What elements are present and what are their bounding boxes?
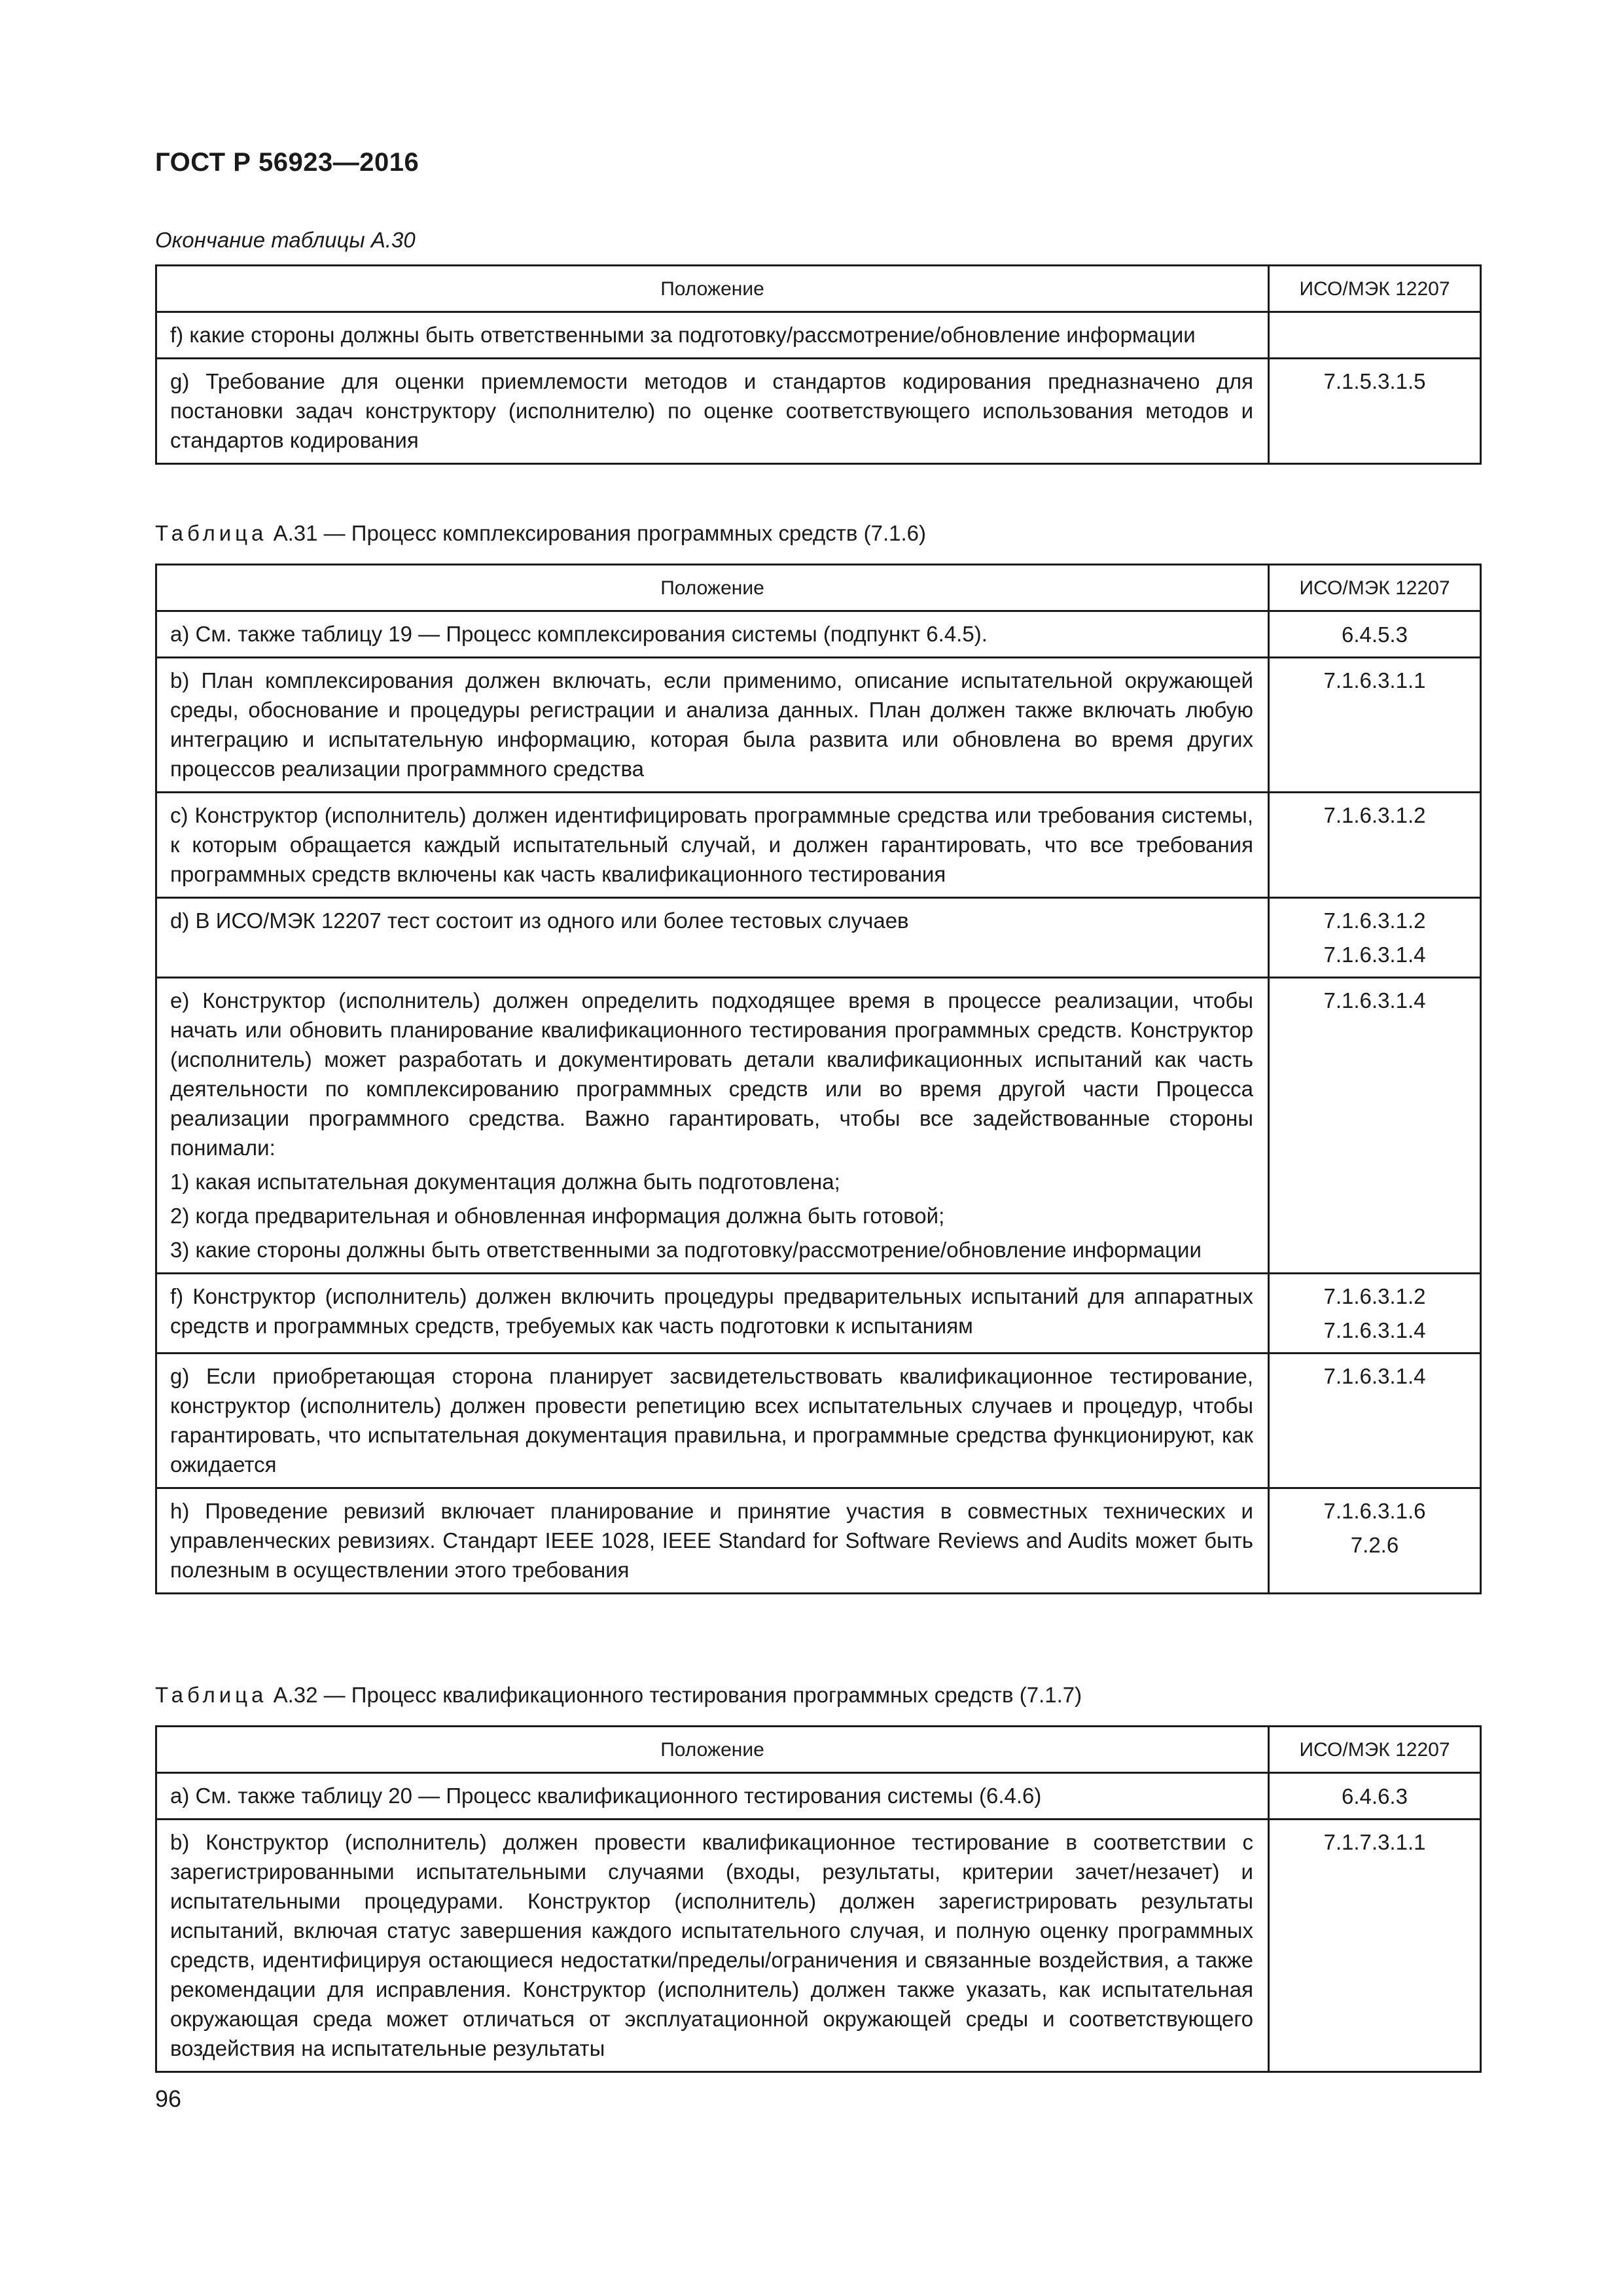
table-a30 [155, 264, 1482, 465]
reference-value: 7.1.6.3.1.4 [1323, 1318, 1426, 1342]
provision-cell: b) Конструктор (исполнитель) должен провести квалификационное тестирование в соответствии с зарегистрированными испытательными случаями (входы, результаты, критерии зачет/незачет) и испытательными процедурами. Конструктор (исполнитель) должен зарегистрировать результаты испытаний, включая статус завершения каждого испытательного случая, и полную оценку программных средств, идентифицируя остающиеся недостатки/пределы/ограничения и связанные воздействия, а также рекомендации для исправления. Конструктор (исполнитель) должен также указать, как испытательная окружающая среда может отличаться от эксплуатационной окружающей среды и соответствующего воздействия на испытательные результаты [156, 1820, 1269, 2072]
reference-cell [1269, 793, 1481, 898]
page-number: 96 [155, 2085, 182, 2112]
reference-value: 7.1.7.3.1.1 [1323, 1830, 1426, 1854]
reference-cell [1269, 898, 1481, 978]
table-row [156, 611, 1481, 658]
reference-cell [1269, 611, 1481, 658]
reference-value: 7.1.6.3.1.4 [1323, 1364, 1426, 1388]
table-row [156, 1773, 1481, 1820]
table-header-row [156, 565, 1481, 611]
reference-value: 7.1.5.3.1.5 [1323, 369, 1426, 393]
reference-value: 7.1.6.3.1.2 [1323, 1284, 1426, 1308]
table-row [156, 1354, 1481, 1488]
table-title: А.31 — Процесс комплексирования программных средств (7.1.6) [273, 521, 926, 545]
provision-subitem: 3) какие стороны должны быть ответственными за подготовку/рассмотрение/обновление информации [170, 1238, 1202, 1262]
provision-subitem: 2) когда предварительная и обновленная информация должна быть готовой; [170, 1204, 945, 1228]
reference-cell [1269, 1274, 1481, 1354]
reference-value: 7.1.6.3.1.4 [1323, 988, 1426, 1013]
table-a30-continuation-caption: Окончание таблицы А.30 [155, 228, 416, 252]
provision-cell [156, 978, 1269, 1274]
provision-cell: a) См. также таблицу 20 — Процесс квалификационного тестирования системы (6.4.6) [156, 1773, 1269, 1820]
reference-cell [1269, 1773, 1481, 1820]
reference-cell [1269, 658, 1481, 793]
provision-cell: a) См. также таблицу 19 — Процесс комплексирования системы (подпункт 6.4.5). [156, 611, 1269, 658]
table-label: Таблица [155, 521, 268, 545]
table-row [156, 359, 1481, 464]
table-a32-caption [155, 1682, 1082, 1708]
table-a31-caption [155, 520, 926, 547]
table-row [156, 898, 1481, 978]
provision-cell: f) какие стороны должны быть ответственными за подготовку/рассмотрение/обновление информации [156, 312, 1269, 359]
table-row [156, 793, 1481, 898]
reference-cell [1269, 1488, 1481, 1594]
reference-value: 6.4.5.3 [1342, 622, 1408, 647]
reference-cell [1269, 1354, 1481, 1488]
table-row [156, 1488, 1481, 1594]
table-row [156, 658, 1481, 793]
table-row [156, 1274, 1481, 1354]
table-row [156, 1820, 1481, 2072]
provision-cell: g) Если приобретающая сторона планирует засвидетельствовать квалификационное тестирование, конструктор (исполнитель) должен провести репетицию всех испытательных случаев и процедур, чтобы гарантировать, что испытательная документация правильна, и программные средства функционируют, как ожидается [156, 1354, 1269, 1488]
provision-cell: b) План комплексирования должен включать, если применимо, описание испытательной окружающей среды, обоснование и процедуры регистрации и анализа данных. План должен также включать любую интеграцию и испытательную информацию, которая была развита или обновлена во время других процессов реализации программного средства [156, 658, 1269, 793]
reference-value: 7.1.6.3.1.1 [1323, 668, 1426, 692]
reference-value: 6.4.6.3 [1342, 1784, 1408, 1808]
provision-cell: h) Проведение ревизий включает планирование и принятие участия в совместных технических и управленческих ревизиях. Стандарт IEEE 1028, IEEE Standard for Software Reviews and Audits может быть полезным в осуществлении этого требования [156, 1488, 1269, 1594]
table-header-row [156, 1727, 1481, 1773]
reference-cell [1269, 359, 1481, 464]
column-header-position: Положение [156, 1727, 1269, 1773]
provision-text: e) Конструктор (исполнитель) должен определить подходящее время в процессе реализации, чтобы начать или обновить планирование квалификационного тестирования программных средств. Конструктор (исполнитель) может разработать и документировать детали квалификационных испытаний как часть деятельности по комплексированию программных средств или во время другой части Процесса реализации программного средства. Важно гарантировать, чтобы все задействованные стороны понимали: [170, 988, 1253, 1160]
column-header-iso: ИСО/МЭК 12207 [1269, 266, 1481, 312]
table-a32 [155, 1725, 1482, 2073]
provision-cell: c) Конструктор (исполнитель) должен идентифицировать программные средства или требования системы, к которым обращается каждый испытательный случай, и должен гарантировать, что все требования программных средств включены как часть квалификационного тестирования [156, 793, 1269, 898]
table-row [156, 312, 1481, 359]
reference-cell [1269, 312, 1481, 359]
column-header-iso: ИСО/МЭК 12207 [1269, 565, 1481, 611]
provision-cell: d) В ИСО/МЭК 12207 тест состоит из одного или более тестовых случаев [156, 898, 1269, 978]
column-header-position: Положение [156, 266, 1269, 312]
column-header-position: Положение [156, 565, 1269, 611]
table-label: Таблица [155, 1683, 268, 1707]
reference-value: 7.1.6.3.1.2 [1323, 803, 1426, 827]
document-header: ГОСТ Р 56923—2016 [155, 148, 419, 177]
table-title: А.32 — Процесс квалификационного тестирования программных средств (7.1.7) [273, 1683, 1082, 1707]
provision-cell: f) Конструктор (исполнитель) должен включить процедуры предварительных испытаний для аппаратных средств и программных средств, требуемых как часть подготовки к испытаниям [156, 1274, 1269, 1354]
table-header-row [156, 266, 1481, 312]
reference-value: 7.1.6.3.1.6 [1323, 1499, 1426, 1523]
column-header-iso: ИСО/МЭК 12207 [1269, 1727, 1481, 1773]
reference-cell [1269, 978, 1481, 1274]
reference-value: 7.1.6.3.1.4 [1323, 942, 1426, 967]
reference-cell [1269, 1820, 1481, 2072]
reference-value: 7.1.6.3.1.2 [1323, 908, 1426, 933]
table-a31 [155, 564, 1482, 1594]
provision-cell: g) Требование для оценки приемлемости методов и стандартов кодирования предназначено для постановки задач конструктору (исполнителю) по оценке соответствующего использования методов и стандартов кодирования [156, 359, 1269, 464]
reference-value: 7.2.6 [1350, 1533, 1399, 1557]
table-row [156, 978, 1481, 1274]
provision-subitem: 1) какая испытательная документация должна быть подготовлена; [170, 1170, 840, 1194]
